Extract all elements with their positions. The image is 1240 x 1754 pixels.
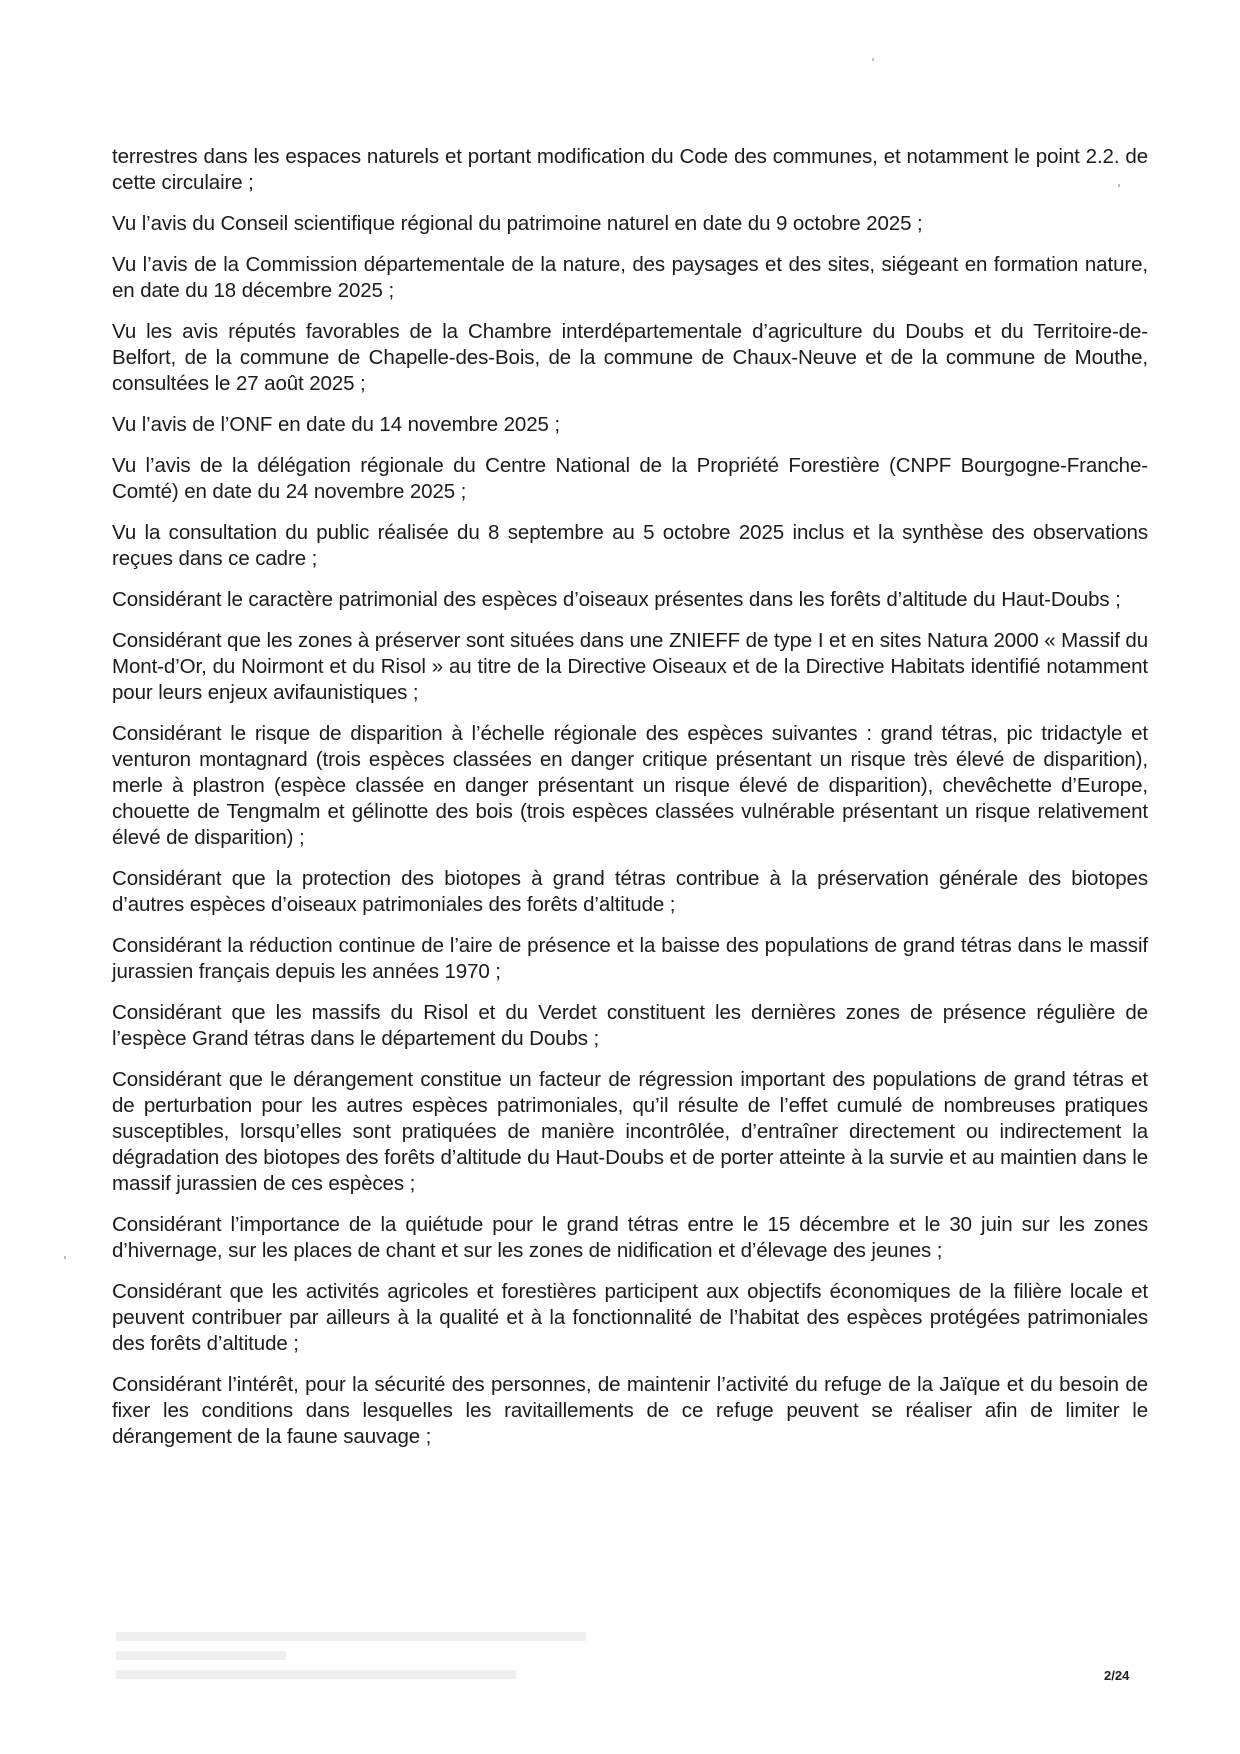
paragraph-considerant-derangement: Considérant que le dérangement constitue un facteur de régression important des populations de grand tétras et de perturbation pour les autres espèces patrimoniales, qu’il résulte de l’effet cumulé de nombreuses pratiques susceptibles, lorsqu’elles sont pratiquées de manière incontrôlée, d’entraîner directement ou indirectement la dégradation des biotopes des forêts d’altitude du Haut-Doubs et de porter atteinte à la survie et au maintien dans le massif jurassien de ces espèces ; bbox=[112, 1068, 1148, 1195]
paragraph-considerant-quietude: Considérant l’importance de la quiétude pour le grand tétras entre le 15 décembre et le 30 juin sur les zones d’hivernage, sur les places de chant et sur les zones de nidification et d’élevage des jeunes ; bbox=[112, 1213, 1148, 1262]
paragraph-vu-avis-favorables: Vu les avis réputés favorables de la Chambre interdépartementale d’agriculture du Doubs et du Territoire-de-Belfort, de la commune de Chapelle-des-Bois, de la commune de Chaux-Neuve et de la commune de Mouthe, consultées le 27 août 2025 ; bbox=[112, 320, 1148, 395]
paragraph-considerant-massifs: Considérant que les massifs du Risol et du Verdet constituent les dernières zones de présence régulière de l’espèce Grand tétras dans le département du Doubs ; bbox=[112, 1001, 1148, 1050]
paragraph-considerant-risque-disparition: Considérant le risque de disparition à l’échelle régionale des espèces suivantes : grand tétras, pic tridactyle et venturon montagnard (trois espèces classées en danger critique présentant un risque très élevé de disparition), merle à plastron (espèce classée en danger présentant un risque élevé de disparition), chevêchette d’Europe, chouette de Tengmalm et gélinotte des bois (trois espèces classées vulnérable présentant un risque relativement élevé de disparition) ; bbox=[112, 722, 1148, 849]
paragraph-vu-cSRPN: Vu l’avis du Conseil scientifique régional du patrimoine naturel en date du 9 octobre 2025 ; bbox=[112, 212, 923, 235]
paragraph-considerant-reduction: Considérant la réduction continue de l’aire de présence et la baisse des populations de grand tétras dans le massif jurassien français depuis les années 1970 ; bbox=[112, 934, 1148, 983]
paragraph-considerant-znieff: Considérant que les zones à préserver sont situées dans une ZNIEFF de type I et en sites Natura 2000 « Massif du Mont-d’Or, du Noirmont et du Risol » au titre de la Directive Oiseaux et de la Directive Habitats identifié notamment pour leurs enjeux avifaunistiques ; bbox=[112, 629, 1149, 704]
scan-speck bbox=[872, 58, 874, 61]
footer-line bbox=[116, 1632, 586, 1641]
scan-speck bbox=[1118, 184, 1120, 187]
paragraph-considerant-activites: Considérant que les activités agricoles et forestières participent aux objectifs économiques de la filière locale et peuvent contribuer par ailleurs à la qualité et à la fonctionnalité de l’habitat des espèces protégées patrimoniales des forêts d’altitude ; bbox=[112, 1280, 1148, 1355]
paragraph-considerant-patrimonial: Considérant le caractère patrimonial des espèces d’oiseaux présentes dans les forêts d’altitude du Haut-Doubs ; bbox=[112, 588, 1121, 611]
footer-line bbox=[116, 1651, 286, 1660]
paragraph-vu-consultation-public: Vu la consultation du public réalisée du 8 septembre au 5 octobre 2025 inclus et la synthèse des observations reçues dans ce cadre ; bbox=[112, 521, 1148, 570]
paragraph-considerant-protection-biotopes: Considérant que la protection des biotopes à grand tétras contribue à la préservation générale des biotopes d’autres espèces d’oiseaux patrimoniales des forêts d’altitude ; bbox=[112, 867, 1148, 916]
paragraph-circulaire-continuation: terrestres dans les espaces naturels et portant modification du Code des communes, et notamment le point 2.2. de cette circulaire ; bbox=[112, 145, 1148, 194]
faded-footer-address bbox=[116, 1632, 636, 1689]
paragraph-vu-onf: Vu l’avis de l’ONF en date du 14 novembre 2025 ; bbox=[112, 413, 560, 436]
paragraph-vu-cnpf: Vu l’avis de la délégation régionale du Centre National de la Propriété Forestière (CNPF Bourgogne-Franche-Comté) en date du 24 novembre 2025 ; bbox=[112, 454, 1148, 503]
document-body bbox=[112, 144, 1148, 1465]
paragraph-considerant-refuge: Considérant l’intérêt, pour la sécurité des personnes, de maintenir l’activité du refuge de la Jaïque et du besoin de fixer les conditions dans lesquelles les ravitaillements de ce refuge peuvent se réaliser afin de limiter le dérangement de la faune sauvage ; bbox=[112, 1373, 1148, 1448]
footer-line bbox=[116, 1670, 516, 1679]
scan-speck bbox=[64, 1256, 66, 1259]
paragraph-vu-cdnps: Vu l’avis de la Commission départementale de la nature, des paysages et des sites, siégeant en formation nature, en date du 18 décembre 2025 ; bbox=[112, 253, 1148, 302]
page-number: 2/24 bbox=[1104, 1668, 1130, 1683]
